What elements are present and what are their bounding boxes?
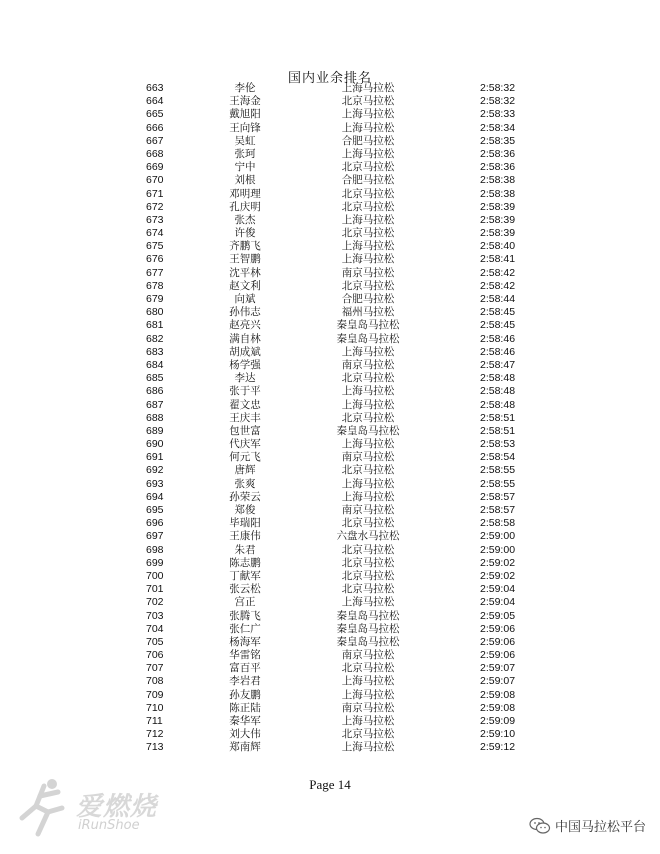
rank-cell: 666 [146, 121, 164, 134]
event-cell: 合肥马拉松 [341, 174, 395, 187]
table-row [0, 689, 660, 702]
runner-name-cell: 陈志鹏 [229, 556, 261, 569]
runner-name-cell: 毕瑞阳 [229, 517, 261, 530]
rank-cell: 702 [146, 596, 164, 609]
event-cell: 上海马拉松 [341, 82, 395, 94]
rank-cell: 709 [146, 688, 164, 701]
rank-cell: 692 [146, 464, 164, 477]
runner-name-cell: 丁献军 [229, 569, 261, 582]
runner-name-cell: 翟文忠 [229, 398, 261, 411]
rank-cell: 691 [146, 451, 164, 464]
table-row [0, 610, 660, 623]
table-row [0, 504, 660, 517]
table-row [0, 596, 660, 609]
runner-name-cell: 唐辉 [234, 464, 256, 477]
finish-time-cell: 2:58:33 [480, 108, 516, 121]
runner-name-cell: 向斌 [234, 293, 256, 305]
finish-time-cell: 2:58:47 [480, 358, 516, 371]
brand-logo-subtext: iRunShoe [78, 818, 140, 833]
finish-time-cell: 2:58:39 [480, 213, 516, 226]
runner-name-cell: 王智鹏 [229, 253, 261, 266]
table-row [0, 82, 660, 95]
finish-time-cell: 2:59:12 [480, 741, 516, 754]
rank-cell: 711 [146, 715, 163, 727]
event-cell: 南京马拉松 [341, 701, 395, 714]
table-row [0, 372, 660, 385]
event-cell: 合肥马拉松 [341, 293, 395, 305]
finish-time-cell: 2:58:38 [480, 187, 516, 200]
finish-time-cell: 2:59:06 [480, 649, 516, 662]
table-row [0, 201, 660, 214]
event-cell: 上海马拉松 [341, 213, 395, 226]
rank-cell: 707 [146, 662, 164, 675]
finish-time-cell: 2:58:48 [480, 398, 516, 411]
table-row [0, 359, 660, 372]
runner-name-cell: 张珂 [234, 147, 256, 160]
runner-name-cell: 胡成斌 [229, 345, 261, 358]
table-row [0, 240, 660, 253]
event-cell: 秦皇岛马拉松 [336, 332, 400, 345]
event-cell: 上海马拉松 [341, 108, 395, 121]
event-cell: 北京马拉松 [341, 556, 395, 569]
finish-time-cell: 2:59:07 [480, 675, 516, 688]
table-row [0, 425, 660, 438]
finish-time-cell: 2:58:32 [480, 82, 516, 94]
rank-cell: 713 [146, 741, 164, 754]
finish-time-cell: 2:58:42 [480, 279, 516, 292]
runner-name-cell: 邓明理 [229, 187, 261, 200]
finish-time-cell: 2:58:45 [480, 319, 516, 332]
rank-cell: 689 [146, 424, 164, 437]
watermark-text: 中国马拉松平台 [554, 820, 646, 835]
finish-time-cell: 2:58:44 [480, 293, 516, 305]
finish-time-cell: 2:59:00 [480, 530, 516, 543]
event-cell: 北京马拉松 [341, 517, 395, 530]
finish-time-cell: 2:58:48 [480, 372, 516, 385]
rank-cell: 710 [146, 701, 164, 714]
rank-cell: 680 [146, 306, 164, 319]
finish-time-cell: 2:58:48 [480, 385, 516, 398]
table-row [0, 583, 660, 596]
rank-cell: 690 [146, 438, 164, 451]
rank-cell: 706 [146, 649, 164, 662]
runner-name-cell: 富百平 [229, 662, 261, 675]
event-cell: 秦皇岛马拉松 [336, 635, 400, 648]
table-row [0, 148, 660, 161]
finish-time-cell: 2:58:35 [480, 134, 516, 147]
table-row [0, 438, 660, 451]
finish-time-cell: 2:58:41 [480, 253, 516, 266]
rank-cell: 665 [146, 108, 164, 121]
event-cell: 南京马拉松 [341, 358, 395, 371]
finish-time-cell: 2:58:39 [480, 200, 516, 213]
runner-name-cell: 杨海军 [229, 635, 261, 648]
runner-name-cell: 张仁广 [229, 622, 261, 635]
table-row [0, 728, 660, 741]
finish-time-cell: 2:59:02 [480, 569, 516, 582]
finish-time-cell: 2:58:54 [480, 451, 516, 464]
finish-time-cell: 2:58:40 [480, 240, 516, 253]
event-cell: 北京马拉松 [341, 187, 395, 200]
table-row [0, 557, 660, 570]
finish-time-cell: 2:59:04 [480, 596, 516, 609]
table-row [0, 530, 660, 543]
rank-cell: 677 [146, 266, 164, 279]
runner-name-cell: 王庆丰 [229, 411, 261, 424]
table-row [0, 649, 660, 662]
runner-logo-icon [14, 778, 74, 842]
event-cell: 北京马拉松 [341, 279, 395, 292]
table-row [0, 161, 660, 174]
runner-name-cell: 齐鹏飞 [229, 240, 261, 253]
table-row [0, 399, 660, 412]
finish-time-cell: 2:59:04 [480, 583, 516, 596]
rank-cell: 676 [146, 253, 164, 266]
rank-cell: 673 [146, 213, 164, 226]
runner-name-cell: 郑南辉 [229, 741, 261, 754]
finish-time-cell: 2:58:32 [480, 95, 516, 108]
runner-name-cell: 李伦 [234, 82, 256, 94]
finish-time-cell: 2:58:42 [480, 266, 516, 279]
finish-time-cell: 2:58:36 [480, 161, 516, 174]
rank-cell: 704 [146, 622, 164, 635]
event-cell: 上海马拉松 [341, 715, 395, 727]
table-row [0, 385, 660, 398]
rank-cell: 705 [146, 635, 164, 648]
runner-name-cell: 孙友鹏 [229, 688, 261, 701]
runner-name-cell: 刘大伟 [229, 728, 261, 741]
rank-cell: 667 [146, 134, 164, 147]
event-cell: 北京马拉松 [341, 464, 395, 477]
event-cell: 秦皇岛马拉松 [336, 319, 400, 332]
rank-cell: 687 [146, 398, 164, 411]
table-row [0, 412, 660, 425]
table-row [0, 267, 660, 280]
runner-name-cell: 王向锋 [229, 121, 261, 134]
event-cell: 南京马拉松 [341, 451, 395, 464]
finish-time-cell: 2:58:55 [480, 477, 516, 490]
table-row [0, 741, 660, 754]
rank-cell: 696 [146, 517, 164, 530]
table-row [0, 702, 660, 715]
table-row [0, 214, 660, 227]
runner-name-cell: 赵亮兴 [229, 319, 261, 332]
rank-cell: 688 [146, 411, 164, 424]
event-cell: 北京马拉松 [341, 227, 395, 240]
rank-cell: 663 [146, 82, 164, 94]
table-row [0, 464, 660, 477]
runner-name-cell: 张于平 [229, 385, 261, 398]
rank-cell: 685 [146, 372, 164, 385]
finish-time-cell: 2:59:07 [480, 662, 516, 675]
finish-time-cell: 2:58:51 [480, 411, 516, 424]
finish-time-cell: 2:58:57 [480, 504, 516, 516]
event-cell: 南京马拉松 [341, 504, 395, 516]
finish-time-cell: 2:59:02 [480, 556, 516, 569]
table-row [0, 623, 660, 636]
table-row [0, 253, 660, 266]
runner-name-cell: 王康伟 [229, 530, 261, 543]
event-cell: 北京马拉松 [341, 662, 395, 675]
brand-logo-text: 爱燃烧 [76, 792, 158, 822]
rank-cell: 708 [146, 675, 164, 688]
finish-time-cell: 2:59:08 [480, 701, 516, 714]
rank-cell: 679 [146, 293, 164, 305]
page-number: Page 14 [309, 777, 351, 792]
runner-name-cell: 杨学强 [229, 358, 261, 371]
rank-cell: 675 [146, 240, 164, 253]
table-row [0, 715, 660, 728]
table-row [0, 108, 660, 121]
event-cell: 北京马拉松 [341, 372, 395, 385]
table-row [0, 280, 660, 293]
event-cell: 六盘水马拉松 [336, 530, 400, 543]
event-cell: 南京马拉松 [341, 266, 395, 279]
runner-name-cell: 宫正 [234, 596, 256, 609]
event-cell: 合肥马拉松 [341, 134, 395, 147]
finish-time-cell: 2:59:06 [480, 635, 516, 648]
finish-time-cell: 2:58:53 [480, 438, 516, 451]
runner-name-cell: 张爽 [234, 477, 256, 490]
table-row [0, 293, 660, 306]
event-cell: 上海马拉松 [341, 398, 395, 411]
event-cell: 北京马拉松 [341, 411, 395, 424]
runner-name-cell: 张杰 [234, 213, 256, 226]
finish-time-cell: 2:58:46 [480, 345, 516, 358]
finish-time-cell: 2:58:36 [480, 147, 516, 160]
table-row [0, 544, 660, 557]
event-cell: 上海马拉松 [341, 596, 395, 609]
runner-name-cell: 陈正陆 [229, 701, 261, 714]
wechat-chat-icon [529, 817, 551, 835]
rank-cell: 671 [146, 187, 164, 200]
runner-name-cell: 孙伟志 [229, 306, 261, 319]
runner-name-cell: 戴旭阳 [229, 108, 261, 121]
rank-cell: 693 [146, 477, 164, 490]
table-row [0, 570, 660, 583]
table-row [0, 95, 660, 108]
finish-time-cell: 2:58:39 [480, 227, 516, 240]
rank-cell: 682 [146, 332, 164, 345]
rank-cell: 681 [146, 319, 164, 332]
event-cell: 上海马拉松 [341, 240, 395, 253]
runner-name-cell: 秦华军 [229, 715, 261, 727]
rank-cell: 699 [146, 556, 164, 569]
table-row [0, 319, 660, 332]
finish-time-cell: 2:59:09 [480, 715, 516, 727]
runner-name-cell: 许俊 [234, 227, 256, 240]
table-row [0, 346, 660, 359]
event-cell: 北京马拉松 [341, 161, 395, 174]
runner-name-cell: 何元飞 [229, 451, 261, 464]
event-cell: 北京马拉松 [341, 200, 395, 213]
rank-cell: 669 [146, 161, 164, 174]
rank-cell: 684 [146, 358, 164, 371]
table-row [0, 491, 660, 504]
table-row [0, 188, 660, 201]
table-row [0, 227, 660, 240]
table-row [0, 478, 660, 491]
finish-time-cell: 2:58:34 [480, 121, 516, 134]
finish-time-cell: 2:58:57 [480, 490, 516, 503]
runner-name-cell: 朱君 [234, 543, 256, 556]
finish-time-cell: 2:58:55 [480, 464, 516, 477]
runner-name-cell: 吴虹 [234, 134, 256, 147]
rank-cell: 668 [146, 147, 164, 160]
table-row [0, 451, 660, 464]
rank-cell: 703 [146, 609, 164, 622]
table-row [0, 135, 660, 148]
finish-time-cell: 2:58:45 [480, 306, 516, 319]
runner-name-cell: 郑俊 [234, 504, 256, 516]
event-cell: 南京马拉松 [341, 649, 395, 662]
rank-cell: 683 [146, 345, 164, 358]
runner-name-cell: 代庆军 [229, 438, 261, 451]
table-row [0, 636, 660, 649]
event-cell: 上海马拉松 [341, 675, 395, 688]
table-row [0, 662, 660, 675]
table-row [0, 174, 660, 187]
event-cell: 上海马拉松 [341, 121, 395, 134]
rank-cell: 712 [146, 728, 164, 741]
runner-name-cell: 张云松 [229, 583, 261, 596]
event-cell: 上海马拉松 [341, 345, 395, 358]
table-row [0, 675, 660, 688]
event-cell: 北京马拉松 [341, 543, 395, 556]
event-cell: 上海马拉松 [341, 688, 395, 701]
finish-time-cell: 2:59:00 [480, 543, 516, 556]
rank-cell: 672 [146, 200, 164, 213]
runner-name-cell: 满自林 [229, 332, 261, 345]
finish-time-cell: 2:59:08 [480, 688, 516, 701]
rank-cell: 686 [146, 385, 164, 398]
event-cell: 上海马拉松 [341, 490, 395, 503]
finish-time-cell: 2:59:05 [480, 609, 516, 622]
event-cell: 秦皇岛马拉松 [336, 424, 400, 437]
table-row [0, 517, 660, 530]
watermark [529, 816, 646, 835]
rank-cell: 670 [146, 174, 164, 187]
runner-name-cell: 孔庆明 [229, 200, 261, 213]
runner-name-cell: 宁中 [234, 161, 256, 174]
finish-time-cell: 2:58:58 [480, 517, 516, 530]
rank-cell: 697 [146, 530, 164, 543]
runner-name-cell: 孙荣云 [229, 490, 261, 503]
rank-cell: 678 [146, 279, 164, 292]
rank-cell: 674 [146, 227, 164, 240]
runner-name-cell: 包世富 [229, 424, 261, 437]
event-cell: 北京马拉松 [341, 95, 395, 108]
runner-name-cell: 李达 [234, 372, 256, 385]
finish-time-cell: 2:58:51 [480, 424, 516, 437]
runner-name-cell: 沈平林 [229, 266, 261, 279]
runner-name-cell: 刘根 [234, 174, 256, 187]
rank-cell: 694 [146, 490, 164, 503]
event-cell: 福州马拉松 [341, 306, 395, 319]
event-cell: 上海马拉松 [341, 438, 395, 451]
rank-cell: 695 [146, 504, 164, 516]
event-cell: 上海马拉松 [341, 147, 395, 160]
event-cell: 上海马拉松 [341, 385, 395, 398]
runner-name-cell: 赵文利 [229, 279, 261, 292]
runner-name-cell: 王海金 [229, 95, 261, 108]
event-cell: 北京马拉松 [341, 583, 395, 596]
event-cell: 秦皇岛马拉松 [336, 609, 400, 622]
event-cell: 上海马拉松 [341, 741, 395, 754]
ranking-table [0, 82, 660, 755]
event-cell: 北京马拉松 [341, 728, 395, 741]
finish-time-cell: 2:59:10 [480, 728, 516, 741]
rank-cell: 700 [146, 569, 164, 582]
table-row [0, 306, 660, 319]
finish-time-cell: 2:58:46 [480, 332, 516, 345]
finish-time-cell: 2:58:38 [480, 174, 516, 187]
event-cell: 上海马拉松 [341, 477, 395, 490]
runner-name-cell: 张腾飞 [229, 609, 261, 622]
runner-name-cell: 李岩君 [229, 675, 261, 688]
runner-name-cell: 华雷铭 [229, 649, 261, 662]
rank-cell: 664 [146, 95, 164, 108]
event-cell: 上海马拉松 [341, 253, 395, 266]
brand-logo [14, 778, 184, 842]
rank-cell: 701 [146, 583, 164, 596]
event-cell: 北京马拉松 [341, 569, 395, 582]
finish-time-cell: 2:59:06 [480, 622, 516, 635]
rank-cell: 698 [146, 543, 164, 556]
document-title: 国内业余排名 [287, 71, 372, 86]
table-row [0, 122, 660, 135]
event-cell: 秦皇岛马拉松 [336, 622, 400, 635]
table-row [0, 333, 660, 346]
